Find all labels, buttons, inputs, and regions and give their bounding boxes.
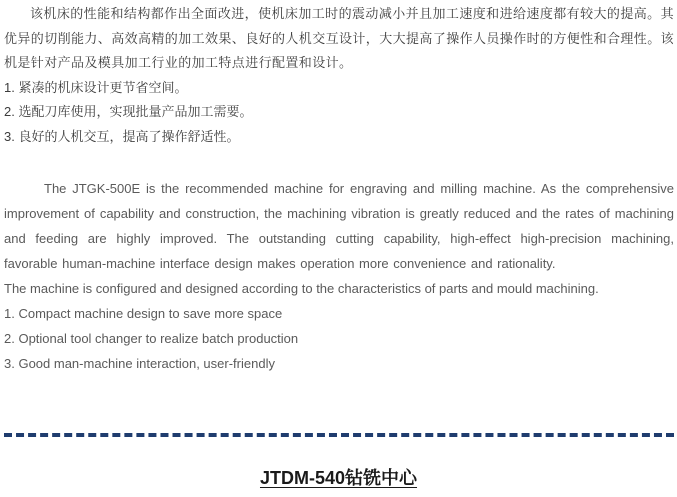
english-configured-line: The machine is configured and designed according to the characteristics of parts and mould machining. <box>4 281 599 296</box>
english-feature-2: 2. Optional tool changer to realize batch production <box>4 331 299 346</box>
chinese-feature-3: 3. 良好的人机交互，提高了操作舒适性。 <box>4 128 240 144</box>
english-feature-1: 1. Compact machine design to save more space <box>4 306 283 321</box>
chinese-intro-paragraph: 该机床的性能和结构都作出全面改进，使机床加工时的震动减小并且加工速度和进给速度都有较大的提高。其优异的切削能力、高效高精的加工效果、良好的人机交互设计，大大提高了操作人员操作时的方便性和合理性。该机是针对产品及模具加工行业的加工特点进行配置和设计。 <box>4 6 675 70</box>
section-divider <box>4 433 674 437</box>
chinese-feature-1: 1. 紧凑的机床设计更节省空间。 <box>4 79 188 95</box>
english-description <box>4 176 674 376</box>
chinese-feature-2: 2. 选配刀库使用，实现批量产品加工需要。 <box>4 104 253 119</box>
english-intro-paragraph: The JTGK-500E is the recommended machine for engraving and milling machine. As the comprehensive improvement of capability and construction, the machining vibration is greatly reduced and the rates of machining and feeding are highly improved. The outstanding cutting capability, high-effect high-precision machining, favorable human-machine interface design makes operation more convenience and rationality. <box>4 181 674 271</box>
chinese-description <box>4 2 674 149</box>
next-section-title: JTDM-540钻铣中心 <box>259 468 418 488</box>
english-feature-3: 3. Good man-machine interaction, user-friendly <box>4 356 275 371</box>
next-section-heading <box>0 466 677 490</box>
